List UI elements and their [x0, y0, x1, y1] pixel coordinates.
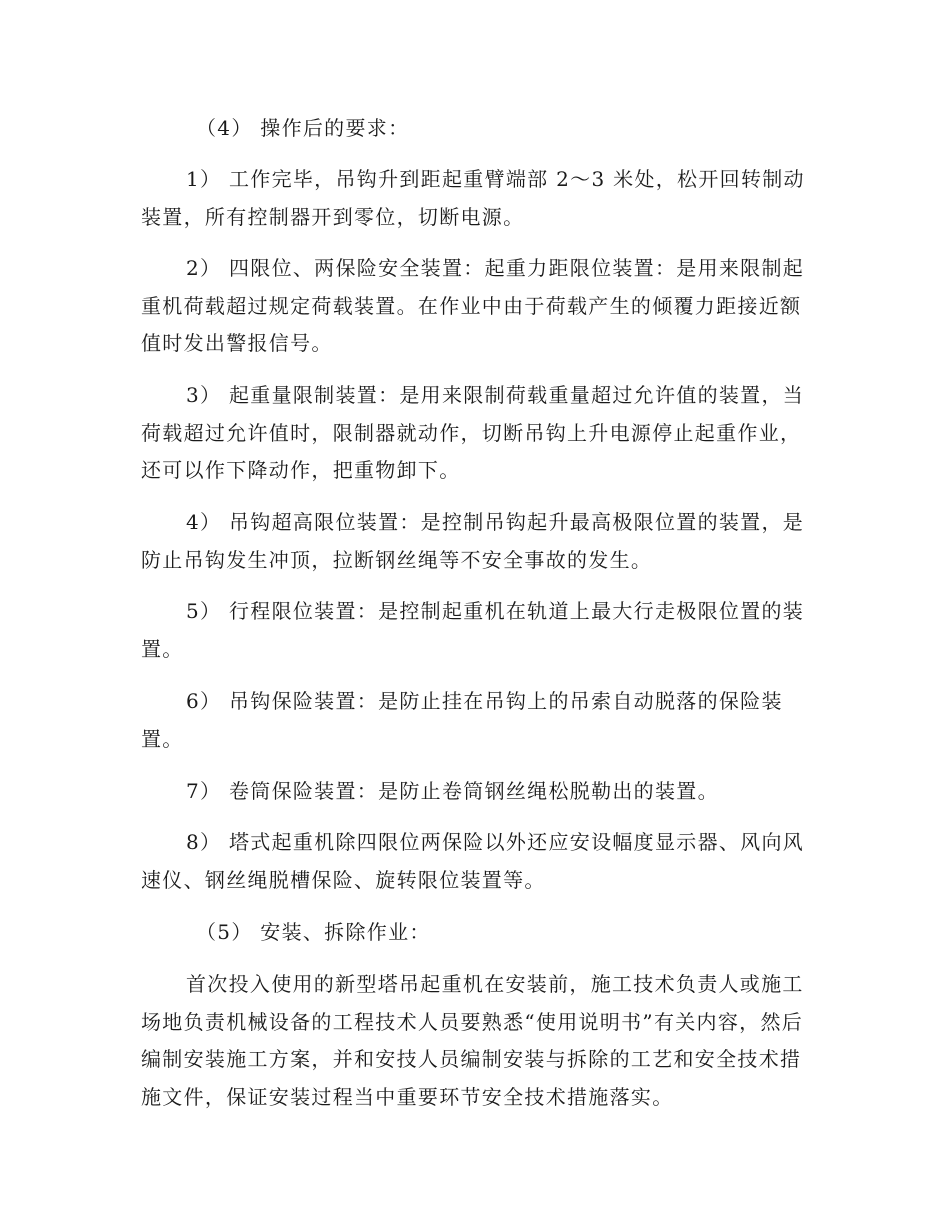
paragraph-install-intro: 首次投入使用的新型塔吊起重机在安装前，施工技术负责人或施工场地负责机械设备的工程技术人员要熟悉“使用说明书”有关内容，然后编制安装施工方案，并和安技人员编制安装与拆除的工艺和安全技术措施文件，保证安装过程当中重要环节安全技术措施落实。 [141, 972, 804, 1109]
paragraph-item-7: 7） 卷筒保险装置：是防止卷筒钢丝绳松脱勒出的装置。 [186, 779, 719, 803]
paragraph-item-6: 6） 吊钩保险装置：是防止挂在吊钩上的吊索自动脱落的保险装置。 [141, 689, 783, 751]
paragraph-item-2: 2） 四限位、两保险安全装置：起重力距限位装置：是用来限制起重机荷载超过规定荷载装置。在作业中由于荷载产生的倾覆力距接近额值时发出警报信号。 [141, 256, 805, 355]
paragraph-item-8: 8） 塔式起重机除四限位两保险以外还应安设幅度显示器、风向风速仪、钢丝绳脱槽保险、旋转限位装置等。 [141, 830, 805, 892]
paragraph-item-5: 5） 行程限位装置：是控制起重机在轨道上最大行走极限位置的装置。 [141, 599, 805, 661]
paragraph-item-4: 4） 吊钩超高限位装置：是控制吊钩起升最高极限位置的装置，是防止吊钩发生冲顶，拉断钢丝绳等不安全事故的发生。 [141, 510, 805, 572]
paragraph-item-1: 1） 工作完毕，吊钩升到距起重臂端部 2～3 米处，松开回转制动装置，所有控制器开到零位，切断电源。 [141, 167, 805, 229]
paragraph-item-3: 3） 起重量限制装置：是用来限制荷载重量超过允许值的装置，当荷载超过允许值时，限制器就动作，切断吊钩上升电源停止起重作业，还可以作下降动作，把重物卸下。 [141, 383, 805, 482]
section-heading-5: （5） 安装、拆除作业： [196, 920, 431, 944]
section-heading-4: （4） 操作后的要求： [196, 116, 410, 140]
